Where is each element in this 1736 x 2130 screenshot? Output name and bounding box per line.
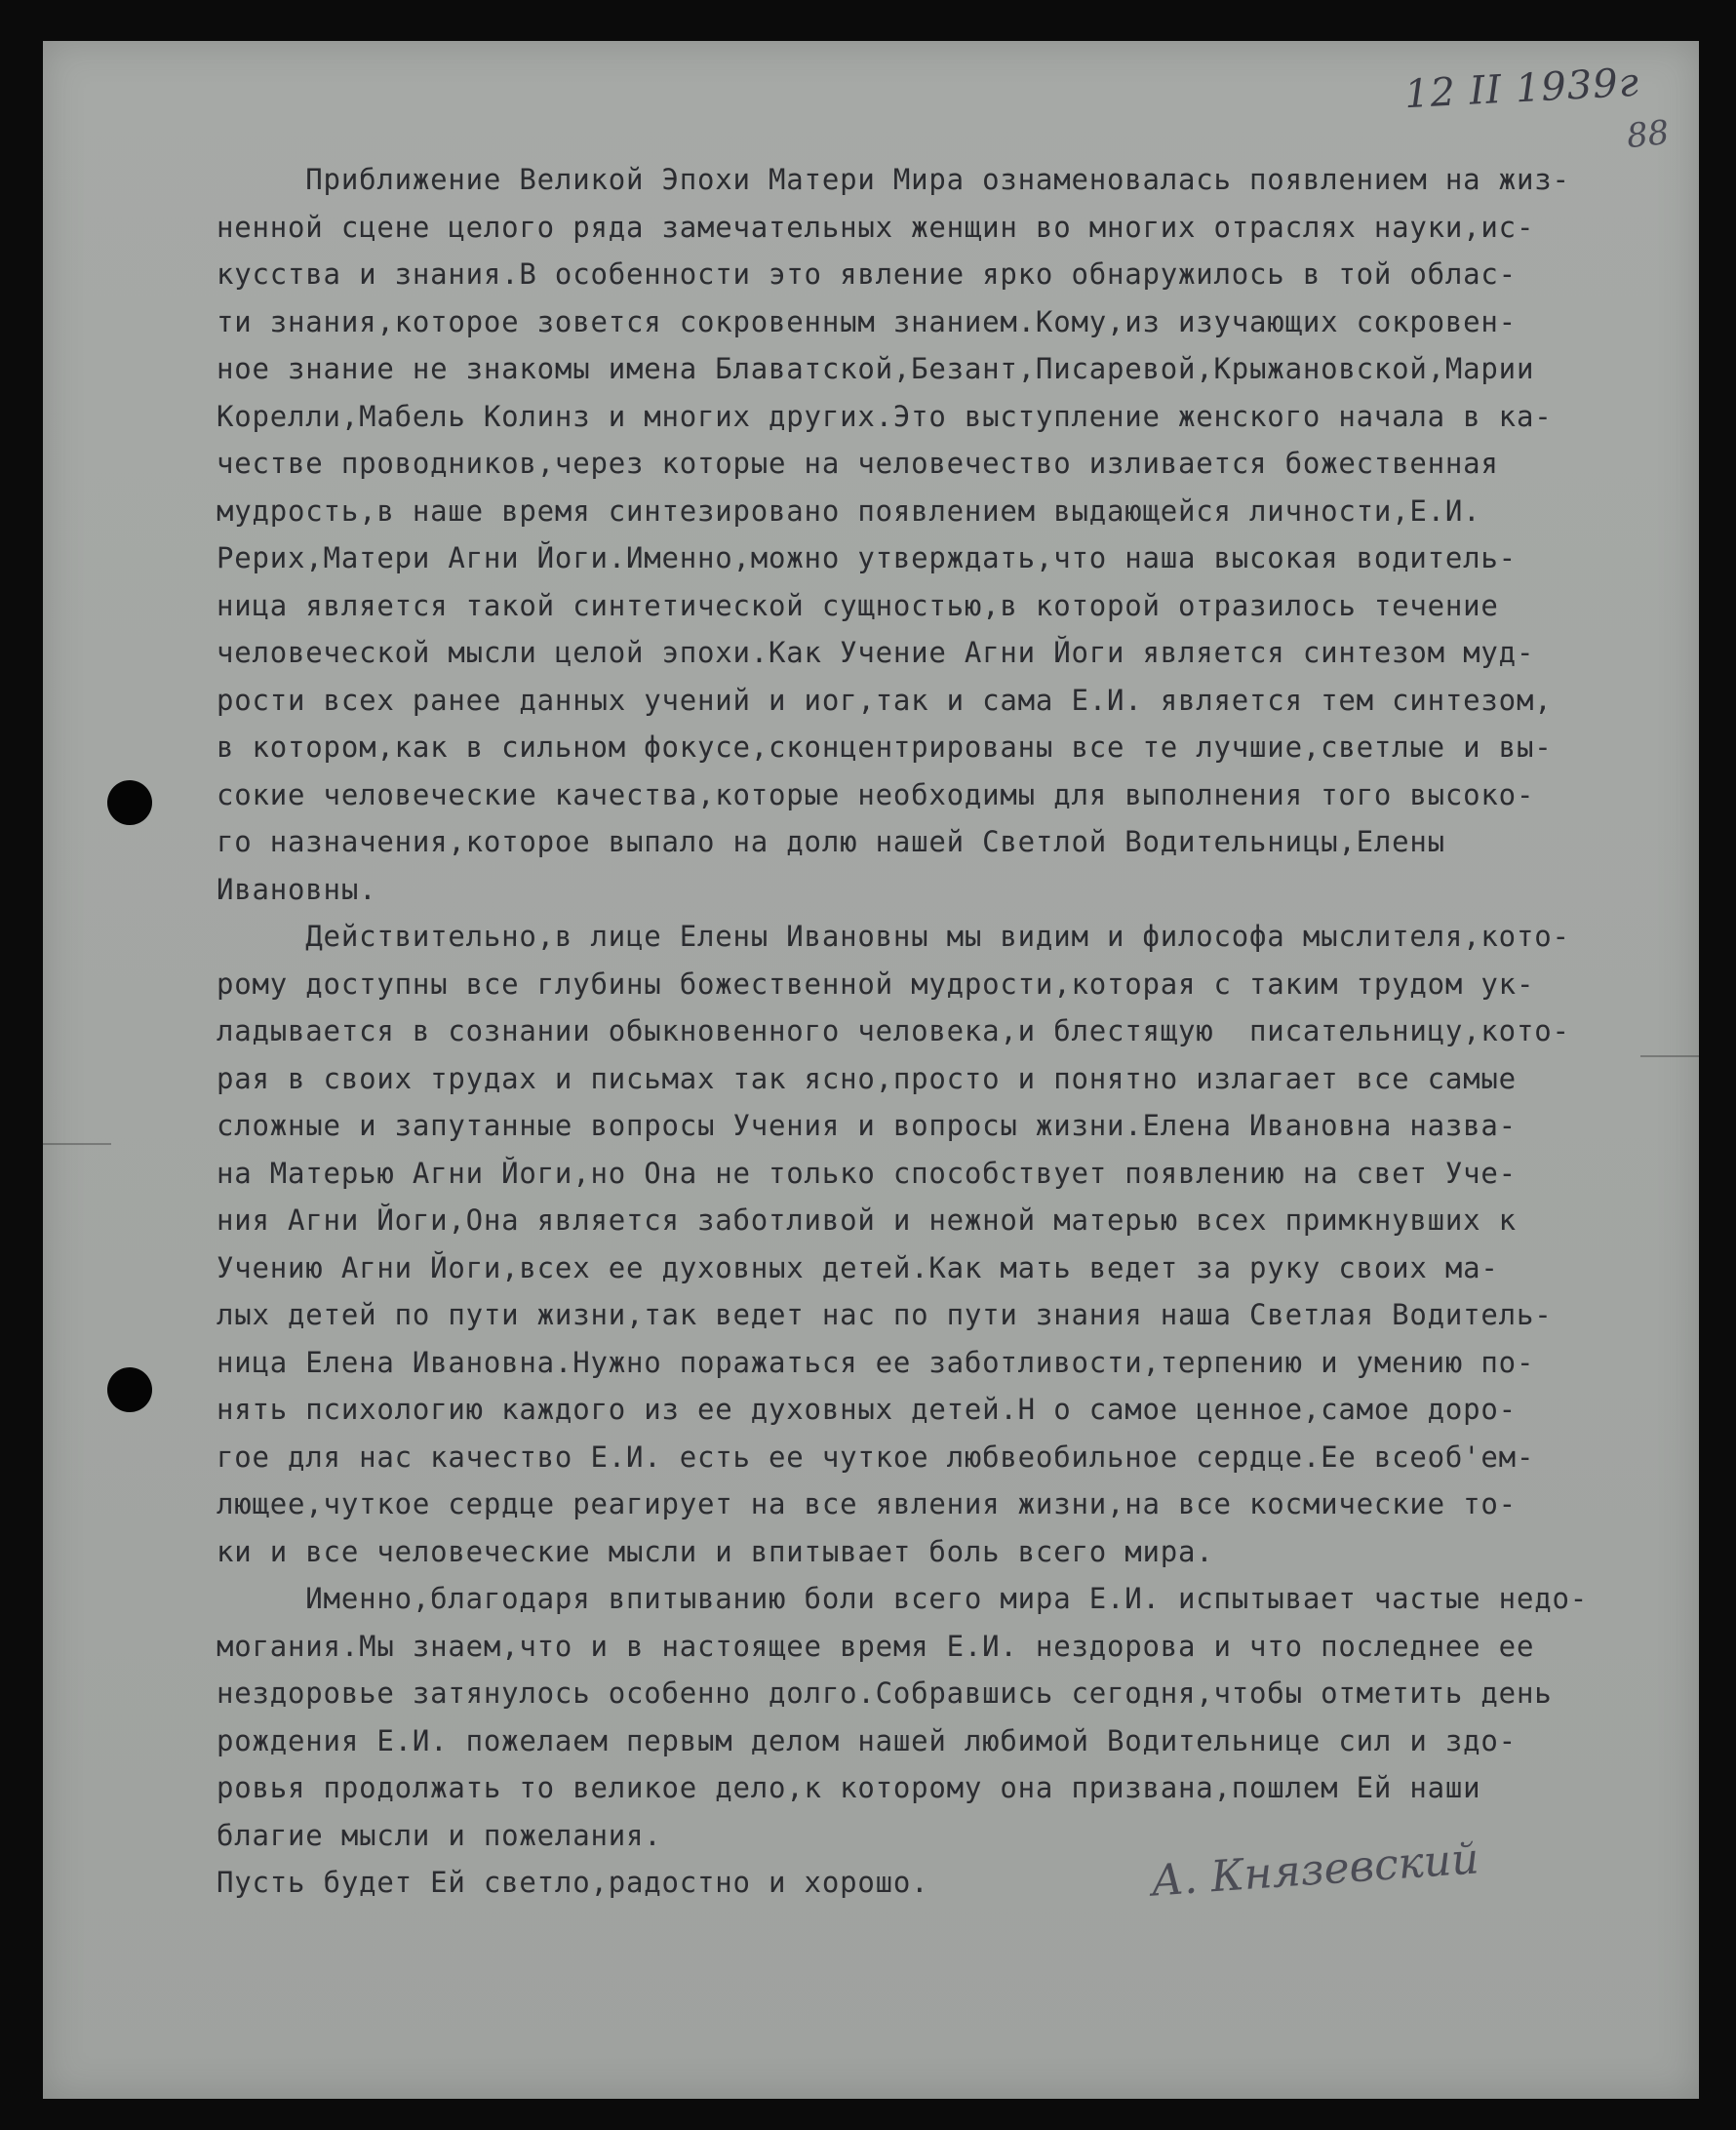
handwritten-date: 12 II 1939г <box>1402 59 1640 118</box>
text-line: ти знания,которое зовется сокровенным знанием.Кому,из изучающих сокровен- <box>217 304 1517 338</box>
text-line: рому доступны все глубины божественной мудрости,которая с таким трудом ук- <box>217 966 1535 1001</box>
text-line: го назначения,которое выпало на долю нашей Светлой Водительницы,Елены <box>217 825 1445 858</box>
archive-page-number: 88 <box>1625 112 1672 157</box>
punch-hole <box>107 1367 152 1412</box>
text-line: ненной сцене целого ряда замечательных женщин во многих отраслях науки,ис- <box>217 210 1535 244</box>
text-line: рая в своих трудах и письмах так ясно,просто и понятно излагает все самые <box>217 1061 1517 1095</box>
text-line: нездоровье затянулось особенно долго.Собравшись сегодня,чтобы отметить день <box>217 1676 1553 1710</box>
text-line: ки и все человеческие мысли и впитывает боль всего мира. <box>217 1534 1214 1568</box>
text-line: Действительно,в лице Елены Ивановны мы видим и философа мыслителя,кото- <box>217 920 1570 953</box>
text-line: Именно,благодаря впитыванию боли всего мира Е.И. испытывает частые недо- <box>217 1582 1588 1615</box>
text-line: благие мысли и пожелания. <box>217 1818 662 1852</box>
text-line: гое для нас качество Е.И. есть ее чуткое любвеобильное сердце.Ее всеоб'ем- <box>217 1440 1535 1474</box>
text-line: Корелли,Мабель Колинз и многих других.Это выступление женского начала в ка- <box>217 399 1553 433</box>
text-line: на Матерью Агни Йоги,но Она не только способствует появлению на свет Уче- <box>217 1156 1517 1190</box>
handwritten-signature: А. Князевский <box>1149 1834 1481 1907</box>
fold-crease <box>1640 1055 1699 1057</box>
text-line: кусства и знания.В особенности это явление ярко обнаружилось в той облас- <box>217 257 1517 291</box>
text-line: нять психологию каждого из ее духовных детей.Н о самое ценное,самое доро- <box>217 1393 1517 1426</box>
text-line: могания.Мы знаем,что и в настоящее время Е.И. нездорова и что последнее ее <box>217 1629 1535 1663</box>
text-line: лющее,чуткое сердце реагирует на все явления жизни,на все космические то- <box>217 1487 1517 1520</box>
text-line: в котором,как в сильном фокусе,сконцентрированы все те лучшие,светлые и вы- <box>217 730 1553 764</box>
text-line: рождения Е.И. пожелаем первым делом нашей любимой Водительнице сил и здо- <box>217 1723 1517 1757</box>
text-line: человеческой мысли целой эпохи.Как Учение Агни Йоги является синтезом муд- <box>217 636 1535 669</box>
text-line: Учению Агни Йоги,всех ее духовных детей.Как мать ведет за руку своих ма- <box>217 1250 1499 1284</box>
text-line: честве проводников,через которые на человечество изливается божественная <box>217 447 1499 480</box>
text-line: ладывается в сознании обыкновенного человека,и блестящую писательницу,кото- <box>217 1014 1570 1047</box>
text-line: мудрость,в наше время синтезировано появлением выдающейся личности,Е.И. <box>217 493 1481 528</box>
text-line: лых детей по пути жизни,так ведет нас по пути знания наша Светлая Водитель- <box>217 1298 1553 1331</box>
text-line: Рерих,Матери Агни Йоги.Именно,можно утверждать,что наша высокая водитель- <box>217 541 1517 574</box>
text-line: ница Елена Ивановна.Нужно поражаться ее заботливости,терпению и умению по- <box>217 1345 1535 1379</box>
text-line: Ивановны. <box>217 872 377 906</box>
text-line: ница является такой синтетической сущностью,в которой отразилось течение <box>217 588 1499 622</box>
text-line: сокие человеческие качества,которые необходимы для выполнения того высоко- <box>217 777 1535 811</box>
text-line: рости всех ранее данных учений и иог,так и сама Е.И. является тем синтезом, <box>217 683 1553 717</box>
typed-text-body <box>217 156 1588 1907</box>
text-line: Приближение Великой Эпохи Матери Мира ознаменовалась появлением на жиз- <box>217 163 1570 196</box>
text-line: ное знание не знакомы имена Блаватской,Безант,Писаревой,Крыжановской,Марии <box>217 352 1535 385</box>
text-line: ния Агни Йоги,Она является заботливой и нежной матерью всех примкнувших к <box>217 1203 1517 1237</box>
text-line: сложные и запутанные вопросы Учения и вопросы жизни.Елена Ивановна назва- <box>217 1109 1517 1142</box>
text-line: ровья продолжать то великое дело,к которому она призвана,пошлем Ей наши <box>217 1771 1481 1804</box>
punch-hole <box>107 780 152 825</box>
text-line: Пусть будет Ей светло,радостно и хорошо. <box>217 1866 929 1899</box>
